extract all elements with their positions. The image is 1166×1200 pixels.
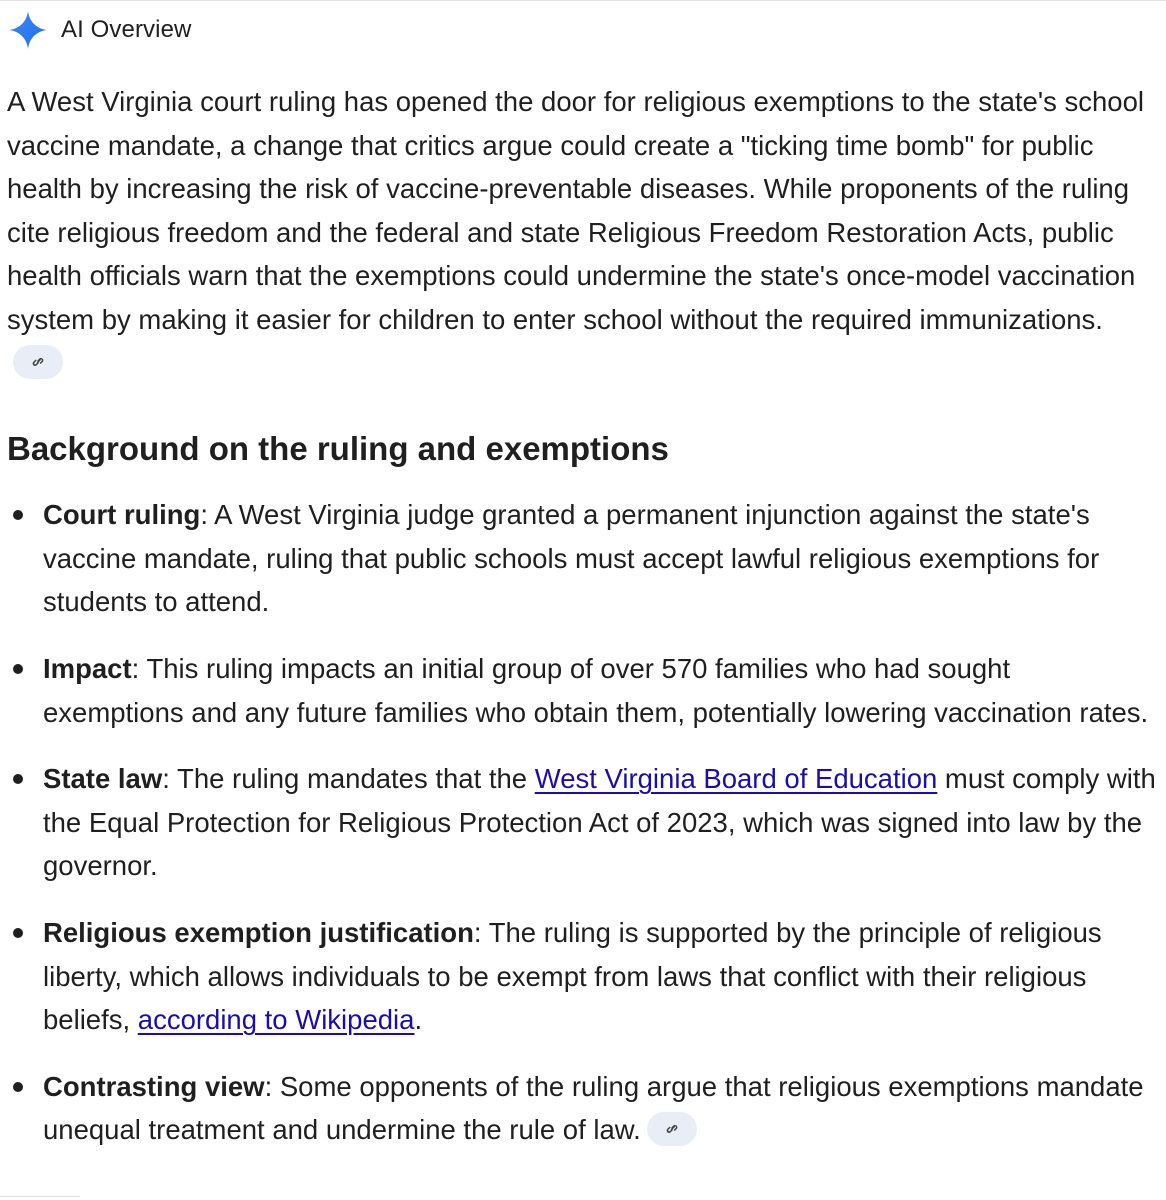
item-term: Impact: [43, 652, 132, 684]
ai-overview-header: [8, 10, 191, 50]
bullet-dot: [13, 774, 23, 784]
section-heading: Background on the ruling and exemptions: [7, 430, 669, 468]
wikipedia-link[interactable]: according to Wikipedia: [137, 1004, 415, 1036]
item-text: This ruling impacts an initial group of over 570 families who had sought exemptions and any future families who obtain them, potentially lowering vaccination rates.: [43, 652, 1149, 728]
item-separator: :: [264, 1070, 280, 1102]
link-icon: [663, 1120, 681, 1138]
sparkle-icon: [8, 10, 48, 50]
item-term: Court ruling: [43, 499, 201, 531]
item-text-after: .: [414, 1004, 423, 1036]
citation-chip[interactable]: [647, 1112, 697, 1146]
citation-chip[interactable]: [13, 345, 63, 379]
item-text-before: The ruling mandates that the: [177, 763, 535, 795]
list-item-contrasting-view: [7, 1065, 1157, 1152]
board-of-education-link[interactable]: West Virginia Board of Education: [534, 763, 938, 795]
bullet-dot: [13, 664, 23, 674]
list-item-religious-exemption: [7, 911, 1157, 1042]
item-separator: :: [162, 763, 178, 795]
list-item-impact: [7, 647, 1157, 734]
item-separator: :: [473, 916, 489, 948]
item-text-after: must comply with the Equal Protection for Religious Protection Act of 2023, which was signed into law by the governor.: [43, 763, 1156, 882]
item-separator: :: [200, 499, 215, 531]
bullet-dot: [13, 1082, 23, 1092]
item-term: Religious exemption justification: [43, 916, 474, 948]
list-item-court-ruling: [7, 493, 1157, 624]
item-term: State law: [43, 763, 163, 795]
bullet-dot: [13, 510, 23, 520]
link-icon: [29, 353, 47, 371]
bottom-divider: [0, 1196, 80, 1197]
header-title: AI Overview: [61, 16, 192, 43]
top-divider: [0, 0, 1166, 1]
intro-text: A West Virginia court ruling has opened the door for religious exemptions to the state's school vaccine mandate, a change that critics argue could create a "ticking time bomb" for public health by increasing the risk of vaccine-preventable diseases. While proponents of the ruling cite religious freedom and the federal and state Religious Freedom Restoration Acts, public health officials warn that the exemptions could undermine the state's once-model vaccination system by making it easier for children to enter school without the required immunizations.: [7, 86, 1144, 335]
item-separator: :: [131, 652, 147, 684]
bullet-dot: [13, 928, 23, 938]
item-text: A West Virginia judge granted a permanent injunction against the state's vaccine mandate, ruling that public schools must accept lawful religious exemptions for students to attend.: [43, 499, 1100, 618]
item-text: Some opponents of the ruling argue that religious exemptions mandate unequal treatment and undermine the rule of law.: [43, 1070, 1144, 1146]
item-text-before: The ruling is supported by the principle of religious liberty, which allows individuals to be exempt from laws that conflict with their religious beliefs,: [43, 916, 1102, 1036]
item-term: Contrasting view: [43, 1070, 265, 1102]
intro-paragraph: [7, 80, 1157, 385]
list-item-state-law: [7, 757, 1157, 888]
bullet-list: [7, 493, 1157, 1152]
overview-content: [7, 80, 1157, 1175]
